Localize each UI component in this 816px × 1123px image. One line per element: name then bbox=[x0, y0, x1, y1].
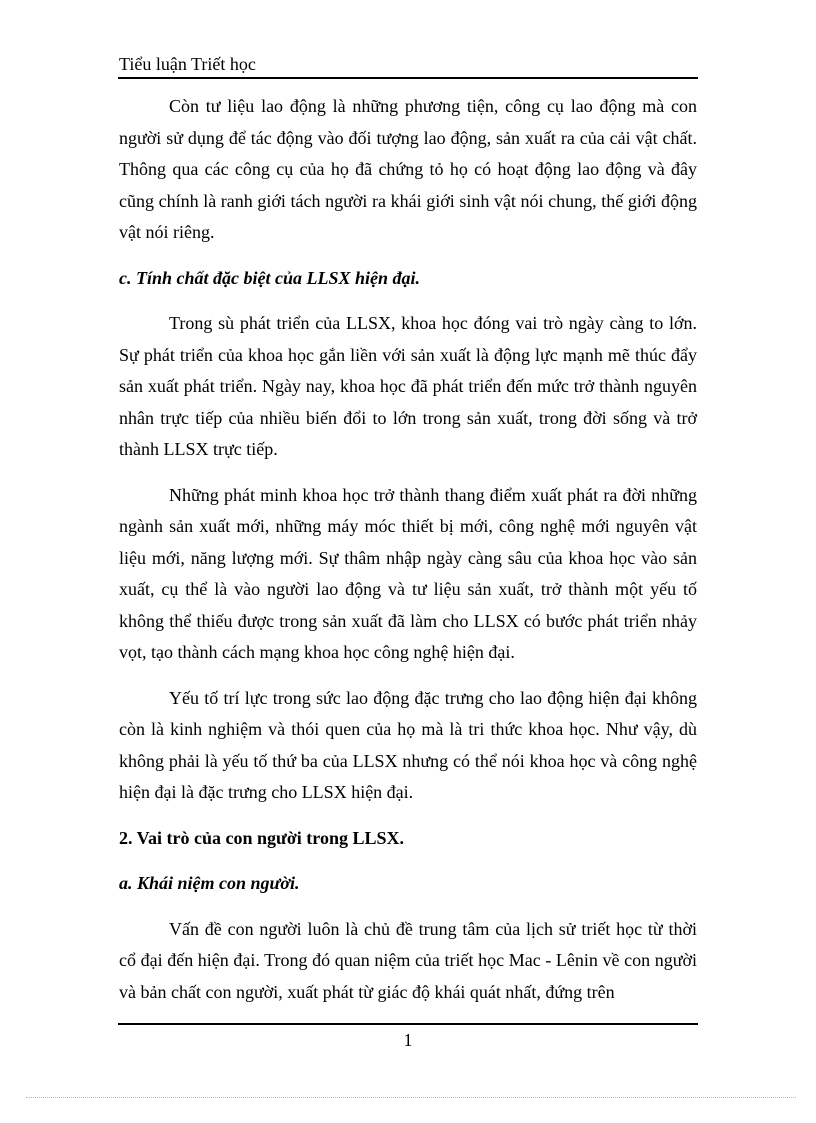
paragraph-scientific-inventions: Những phát minh khoa học trở thành thang điểm xuất phát ra đời những ngành sản xuất mới, những máy móc thiết bị mới, công nghệ mới nguyên vật liệu mới, năng lượng mới. Sự thâm nhập ngày càng sâu của khoa học vào sản xuất, cụ thể là vào người lao động và tư liệu sản xuất, trở thành một yếu tố không thể thiếu được trong sản xuất đã làm cho LLSX có bước phát triển nhảy vọt, tạo thành cách mạng khoa học công nghệ hiện đại. bbox=[119, 484, 697, 662]
document-body bbox=[119, 91, 697, 1022]
section-heading-2: 2. Vai trò của con người trong LLSX. bbox=[119, 827, 404, 848]
header-title: Tiểu luận Triết học bbox=[119, 54, 256, 74]
page-number: 1 bbox=[403, 1030, 413, 1050]
section-heading-a: a. Khái niệm con người. bbox=[119, 873, 300, 893]
paragraph-human-concept: Vấn đề con người luôn là chủ đề trung tâm của lịch sử triết học từ thời cổ đại đến hiện đại. Trong đó quan niệm của triết học Mac - Lênin về con người và bản chất con người, xuất phát từ giác độ khái quát nhất, đứng trên bbox=[119, 918, 697, 1002]
page-edge-divider bbox=[26, 1097, 796, 1098]
header-divider bbox=[118, 77, 698, 79]
section-heading-c: c. Tính chất đặc biệt của LLSX hiện đại. bbox=[119, 267, 421, 288]
paragraph-labor-tools: Còn tư liệu lao động là những phương tiện, công cụ lao động mà con người sử dụng để tác động vào đối tượng lao động, sản xuất ra của cải vật chất. Thông qua các công cụ của họ đã chứng tỏ họ có hoạt động lao động và đây cũng chính là ranh giới tách người ra khái giới sinh vật nói chung, thế giới động vật nói riêng. bbox=[119, 96, 697, 242]
paragraph-science-role: Trong sù phát triển của LLSX, khoa học đóng vai trò ngày càng to lớn. Sự phát triển của khoa học gắn liền với sản xuất là động lực mạnh mẽ thúc đẩy sản xuất phát triển. Ngày nay, khoa học đã phát triển đến mức trở thành nguyên nhân trực tiếp của nhiều biến đổi to lớn trong sản xuất, trong đời sống và trở thành LLSX trực tiếp. bbox=[119, 313, 697, 459]
paragraph-intellectual-factor: Yếu tố trí lực trong sức lao động đặc trưng cho lao động hiện đại không còn là kinh nghiệm và thói quen của họ mà là tri thức khoa học. Như vậy, dù không phải là yếu tố thứ ba của LLSX nhưng có thể nói khoa học và công nghệ hiện đại là đặc trưng cho LLSX hiện đại. bbox=[119, 687, 697, 802]
footer-divider bbox=[118, 1023, 698, 1025]
